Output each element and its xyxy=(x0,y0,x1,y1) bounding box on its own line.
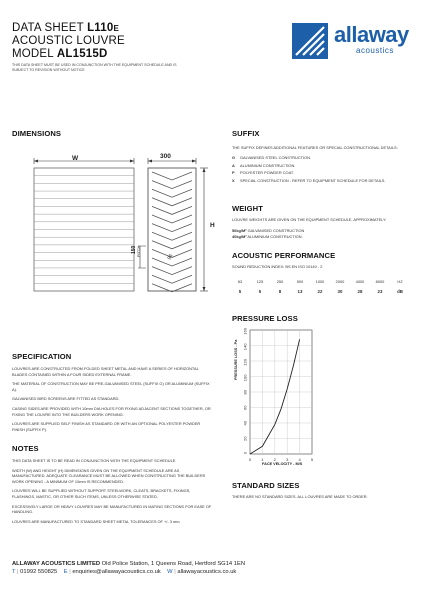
footer-contacts: T | 01992 550825 E | enquiries@allawayacoustics.co.uk W | allawayacoustics.co.uk xyxy=(12,569,237,575)
footer-website-link[interactable]: allawayacoustics.co.uk xyxy=(175,569,237,575)
chart-x-tick-label: 3 xyxy=(286,457,289,462)
chart-x-tick-label: 2 xyxy=(273,457,276,462)
spec-paragraph: LOUVRES ARE CONSTRUCTED FROM FOLDED SHEET METAL AND HAVE A SERIES OF HORIZONTAL BLADES CONTAINED WITHIN A FOUR SIDED EXTERNAL FRAME. xyxy=(12,366,199,377)
suffix-intro: THE SUFFIX DEFINES ADDITIONAL FEATURES OR SPECIAL CONSTRUCTIONAL DETAILS: xyxy=(232,145,398,150)
suffix-heading: SUFFIX xyxy=(232,129,260,138)
suffix-item: X SPECIAL CONSTRUCTION - REFER TO EQUIPMENT SCHEDULE FOR DETAILS. xyxy=(232,177,386,183)
weight-intro: LOUVRE WEIGHTS ARE GIVEN ON THE EQUIPMENT SCHEDULE, APPROXIMATELY: xyxy=(232,217,387,222)
chart-y-tick-label: 0 xyxy=(242,452,248,455)
model-line: MODEL AL1515D xyxy=(12,48,108,60)
spec-paragraph: LOUVRES ARE SUPPLIED SELF FINISH AS STANDARD OR WITH AN OPTIONAL POLYESTER POWDER FINISH (SUFFIX P). xyxy=(12,421,201,432)
pressure-loss-ylabel: PRESSURE LOSS - Pa xyxy=(234,339,238,380)
notes-paragraph: THIS DATA SHEET IS TO BE READ IN CONJUNCTION WITH THE EQUIPMENT SCHEDULE. xyxy=(12,458,177,463)
frequency-row: 63 125 250 500 1000 2000 4000 8000 HZ xyxy=(237,279,403,284)
blade-pitch-value: 150 xyxy=(131,245,137,254)
height-label: H xyxy=(210,222,215,229)
blade-pitch-label: PITCH xyxy=(137,245,141,257)
notes-body xyxy=(12,458,212,528)
chart-y-tick-label: 140 xyxy=(242,343,248,351)
suffix-item: P POLYESTER POWDER COAT. xyxy=(232,170,294,175)
louvre-dimension-drawing xyxy=(28,150,228,300)
chart-y-tick-label: 40 xyxy=(242,421,248,426)
standard-sizes-text: THERE ARE NO STANDARD SIZES. ALL LOUVRES ARE MADE TO ORDER. xyxy=(232,494,368,499)
chart-y-tick-label: 20 xyxy=(242,436,248,441)
pressure-loss-chart xyxy=(232,326,402,476)
sound-reduction-values: 5 5 8 13 22 30 28 23 dB xyxy=(238,289,403,294)
specification-heading: SPECIFICATION xyxy=(12,352,72,361)
product-name: ACOUSTIC LOUVRE xyxy=(12,35,125,47)
spec-paragraph: CASING SIDES ARE PROVIDED WITH 10mm DIA HOLES FOR FIXING ADJACENT SECTIONS TOGETHER, OR FIXING THE LOUVRE INTO THE BUILDERS WORK OPENING. xyxy=(12,405,211,417)
notes-heading: NOTES xyxy=(12,444,39,453)
width-label: W xyxy=(72,155,79,162)
pressure-loss-xlabel: FACE VELOCITY - M/S xyxy=(262,462,303,466)
allaway-logo xyxy=(292,23,336,64)
chart-y-tick-label: 100 xyxy=(242,374,248,382)
footer-address: ALLAWAY ACOUSTICS LIMITED Old Police Station, 1 Queens Road, Hertford SG14 1EN xyxy=(12,561,246,567)
weight-galvanised: 56kg/M² GALVANISED CONSTRUCTION xyxy=(232,228,305,233)
logo-subtitle: acoustics xyxy=(356,46,394,55)
datasheet-title: DATA SHEET L110E xyxy=(12,22,119,34)
acoustic-heading: ACOUSTIC PERFORMANCE xyxy=(232,251,336,260)
pressure-loss-heading: PRESSURE LOSS xyxy=(232,314,298,323)
header-note: THIS DATA SHEET MUST BE USED IN CONJUNCTION WITH THE EQUIPMENT SCHEDULE AND IS SUBJECT TO REVISION WITHOUT NOTICE xyxy=(12,63,177,72)
suffix-item: G GALVANISED STEEL CONSTRUCTION. xyxy=(232,155,312,160)
suffix-item: A ALUMINIUM CONSTRUCTION. xyxy=(232,162,296,168)
chart-y-tick-label: 160 xyxy=(242,328,248,335)
chart-x-tick-label: 0 xyxy=(248,457,252,462)
logo-mark-icon xyxy=(292,23,336,59)
acoustic-subtitle: SOUND REDUCTION INDEX: BS EN ISO 10140 - 2 xyxy=(232,264,323,269)
suffix-list xyxy=(232,154,417,184)
chart-y-tick-label: 120 xyxy=(242,359,248,366)
footer-phone[interactable]: 01992 550825 xyxy=(18,569,58,575)
specification-body xyxy=(12,366,212,436)
weight-heading: WEIGHT xyxy=(232,204,263,213)
chart-y-tick-label: 60 xyxy=(242,405,248,410)
logo-wordmark: allaway xyxy=(334,22,409,47)
notes-paragraph: LOUVRES WILL BE SUPPLIED WITHOUT SUPPORT STEELWORK, CLEATS, BRACKETS, FIXINGS, FLASHINGS, MASTIC, OR OTHER SUCH ITEMS, UNLESS OTHERWISE STATED. xyxy=(12,488,191,499)
standard-sizes-heading: STANDARD SIZES xyxy=(232,481,300,490)
dimensions-heading: DIMENSIONS xyxy=(12,129,62,138)
depth-label: 300 xyxy=(160,153,171,160)
weight-aluminium: 40kg/M² ALUMINIUM CONSTRUCTION. xyxy=(232,234,303,239)
chart-x-tick-label: 5 xyxy=(310,457,314,462)
chart-y-tick-label: 80 xyxy=(242,390,248,395)
spec-paragraph: THE MATERIAL OF CONSTRUCTION MAY BE PRE-GALVANISED STEEL (SUFFIX G) OR ALUMINIUM (SUFFIX A). xyxy=(12,381,210,392)
footer-email-link[interactable]: enquiries@allawayacoustics.co.uk xyxy=(70,569,161,575)
notes-paragraph: EXCESSIVELY LARGE OR HEAVY LOUVRES MAY BE MANUFACTURED IN MATING SECTIONS FOR EASE OF HANDLING. xyxy=(12,503,212,515)
svg-text:96: 96 xyxy=(166,253,175,261)
chart-x-tick-label: 4 xyxy=(298,457,301,462)
chart-x-tick-label: 1 xyxy=(261,457,264,462)
notes-paragraph: LOUVRES ARE MANUFACTURED TO STANDARD SHEET METAL TOLERANCES OF +/- 3 mm. xyxy=(12,518,181,524)
spec-paragraph: GALVANISED BIRD SCREENS ARE FITTED AS STANDARD. xyxy=(12,396,120,402)
footer xyxy=(12,560,412,576)
notes-paragraph: WIDTH (W) AND HEIGHT (H) DIMENSIONS GIVEN ON THE EQUIPMENT SCHEDULE ARE AS MANUFACTURED. ADEQUATE CLEARANCE MUST BE ALLOWED WHEN CONSTRUCTING THE BUILDERS WORK OPENING - A MINIMUM OF 10mm IS RECOMMENDED. xyxy=(12,467,206,484)
